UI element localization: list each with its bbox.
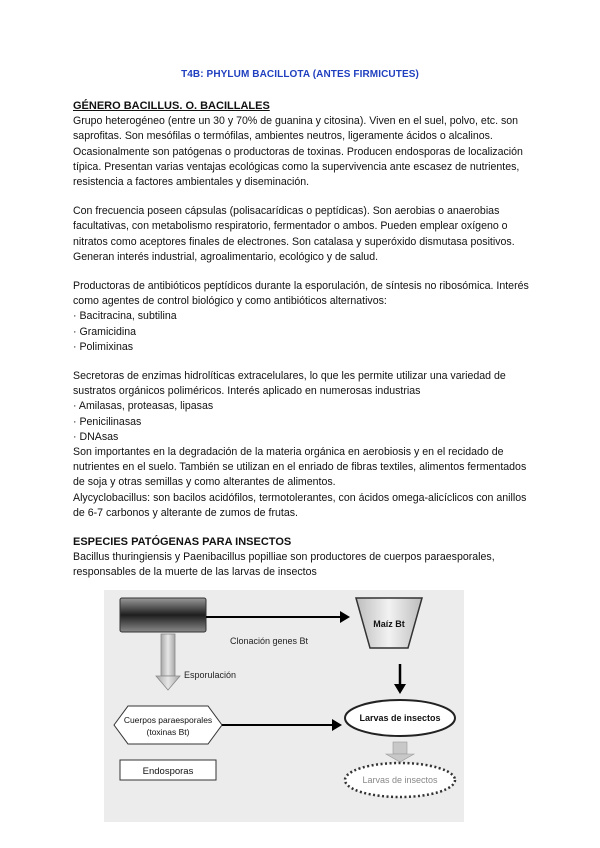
section-heading-bacillus: GÉNERO BACILLUS. O. BACILLALES [73,100,270,112]
list-item: · DNAsas [73,430,119,443]
death-arrowhead [386,754,414,762]
death-arrow-shaft [393,742,407,754]
parasporal-bodies-shape [114,706,222,744]
maize-label: Maíz Bt [373,619,405,629]
cloning-label: Clonación genes Bt [230,636,309,646]
parasporal-label-line2: (toxinas Bt) [146,727,190,737]
larvae-label: Larvas de insectos [359,713,441,723]
list-item: · Gramicidina [73,325,136,338]
paragraph: Bacillus thuringiensis y Paenibacillus popilliae son productores de cuerpos paraesporales, responsables de la muerte de las larvas de insectos [73,551,495,579]
bt-diagram [104,590,464,822]
page-title: T4B: PHYLUM BACILLOTA (ANTES FIRMICUTES) [181,69,419,80]
paragraph: Grupo heterogéneo (entre un 30 y 70% de guanina y citosina). Viven en el suel, polvo, etc. son saprofitas. Son mesófilas o termófilas, ambientes neutros, ligeramente ácidos o alcalinos. Ocasionalmente son patógenas o productoras de toxinas. Producen endosporas de localización típica. Presentan varias ventajas ecológicas como la supervivencia ante escasez de nutrientes, resistencia a factores ambientales y diseminación. [73,115,523,189]
bacterium-shape [120,598,206,632]
toxin-arrowhead [332,719,342,731]
list-item: · Polimixinas [73,340,134,353]
list-item: · Bacitracina, subtilina [73,310,177,323]
endospores-label: Endosporas [142,766,194,777]
maize-larvae-arrowhead [394,684,406,694]
paragraph: Productoras de antibióticos peptídicos durante la esporulación, de síntesis no ribosómica. Interés como agentes de control biológico y como antibióticos alternativos: [73,280,529,308]
document-body [73,99,533,581]
sporulation-label: Esporulación [184,670,237,680]
paragraph: Con frecuencia poseen cápsulas (polisacarídicas o peptídicas). Son aerobias o anaerobias facultativas, con metabolismo respiratorio, fermentador o ambos. Pueden emplear oxígeno o nitratos como aceptores finales de electrones. Son catalasa y superóxido dismutasa positivos. Generan interés industrial, agroalimentario, ecológico y de salud. [73,205,515,263]
paragraph: Alycyclobacillus: son bacilos acidófilos, termotolerantes, con ácidos omega-alicíclicos con anillos de 6-7 carbonos y alterante de zumos de frutas. [73,491,527,519]
sporulation-arrowhead [156,676,180,690]
paragraph: Son importantes en la degradación de la materia orgánica en aerobiosis y en el recidado de nutrientes en el suelo. También se utilizan en el enriado de fibras textiles, alimentos fermentados de soja y otras semillas y como alterantes de alimentos. [73,446,527,489]
list-item: · Penicilinasas [73,415,142,428]
parasporal-label-line1: Cuerpos paraesporales [123,715,213,725]
section-heading-insects: ESPECIES PATÓGENAS PARA INSECTOS [73,536,292,549]
paragraph: Secretoras de enzimas hidrolíticas extracelulares, lo que les permite utilizar una variedad de sustratos orgánicos poliméricos. Interés aplicado en numerosas industrias [73,370,506,398]
dead-larvae-label: Larvas de insectos [362,775,438,785]
sporulation-arrow-shaft [161,634,175,676]
cloning-arrowhead [340,611,350,623]
list-item: · Amilasas, proteasas, lipasas [73,400,214,413]
